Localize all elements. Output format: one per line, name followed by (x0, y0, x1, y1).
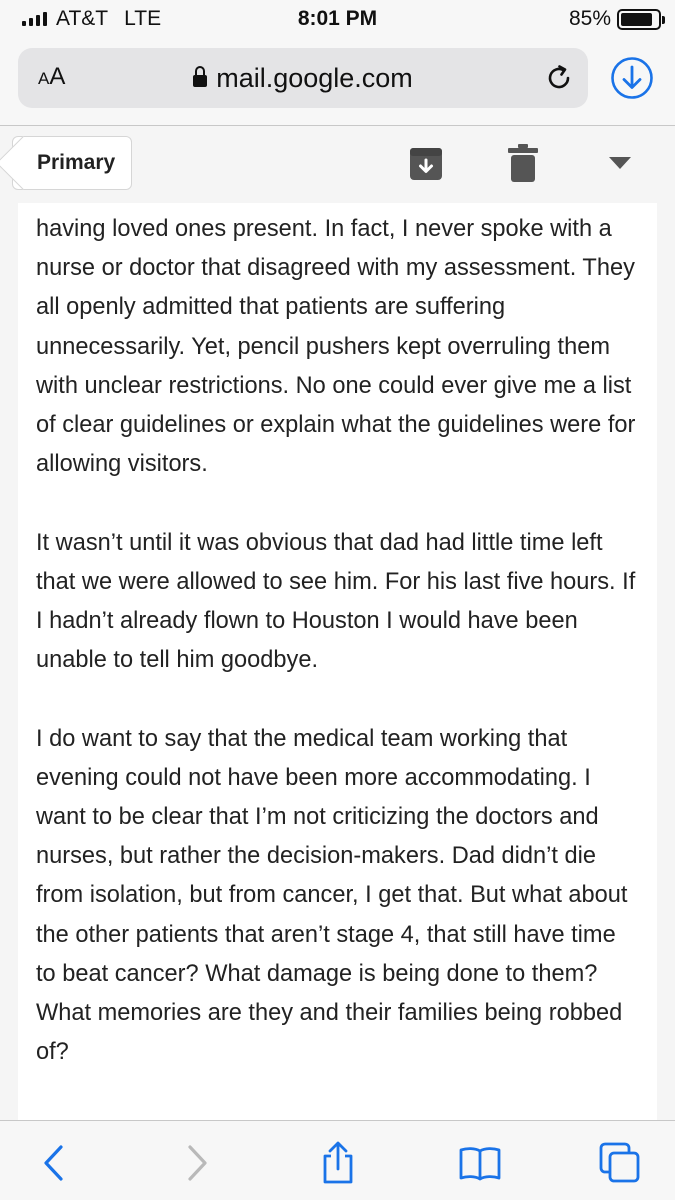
email-paragraph: It wasn’t until it was obvious that dad had little time left that we were allowed to see him. For his last five hours. If I hadn’t already flown to Houston I would have been unable to tell him goodbye. (36, 529, 636, 674)
carrier-name: AT&T (56, 7, 109, 30)
battery-fill (621, 13, 652, 26)
battery-icon (617, 9, 661, 30)
address-bar[interactable] (18, 48, 588, 108)
email-body (18, 203, 657, 1120)
reload-icon[interactable] (544, 63, 574, 93)
trash-icon[interactable] (508, 144, 538, 182)
downloads-icon[interactable] (610, 56, 654, 100)
more-options-icon[interactable] (608, 156, 632, 170)
url-display[interactable] (18, 63, 588, 94)
archive-icon[interactable] (409, 147, 443, 181)
email-paragraph: having loved ones present. In fact, I never spoke with a nurse or doctor that disagreed with my assessment. They all openly admitted that patients are suffering unnecessarily. Yet, pencil pushers kept overruling them with unclear restrictions. No one could ever give me a list of clear guidelines or explain what the guidelines were for allowing visitors. (36, 216, 636, 478)
lock-icon (193, 75, 207, 87)
text-size-button[interactable]: AA (38, 63, 66, 90)
primary-label: Primary (37, 151, 116, 174)
network-type: LTE (124, 7, 162, 30)
back-to-primary-button[interactable] (12, 136, 132, 190)
browser-toolbar (0, 1120, 675, 1200)
bookmarks-icon[interactable] (458, 1141, 502, 1185)
share-icon[interactable] (316, 1141, 360, 1185)
url-text: mail.google.com (216, 63, 413, 93)
battery-percent: 85% (568, 7, 611, 30)
email-paragraph: I do want to say that the medical team working that evening could not have been more accommodating. I want to be clear that I’m not criticizing the doctors and nurses, but rather the decision-makers. Dad didn’t die from isolation, but from cancer, I get that. But what about the other patients that aren’t stage 4, that still have time to beat cancer? What damage is being done to them? What memories are they and their families being robbed of? (36, 725, 628, 1066)
tabs-icon[interactable] (598, 1141, 642, 1185)
forward-icon (174, 1141, 218, 1185)
browser-address-area (0, 40, 675, 126)
status-right (569, 7, 661, 31)
back-icon[interactable] (33, 1141, 77, 1185)
mail-header (0, 127, 675, 203)
status-bar (0, 0, 675, 40)
status-time: 8:01 PM (297, 7, 378, 30)
